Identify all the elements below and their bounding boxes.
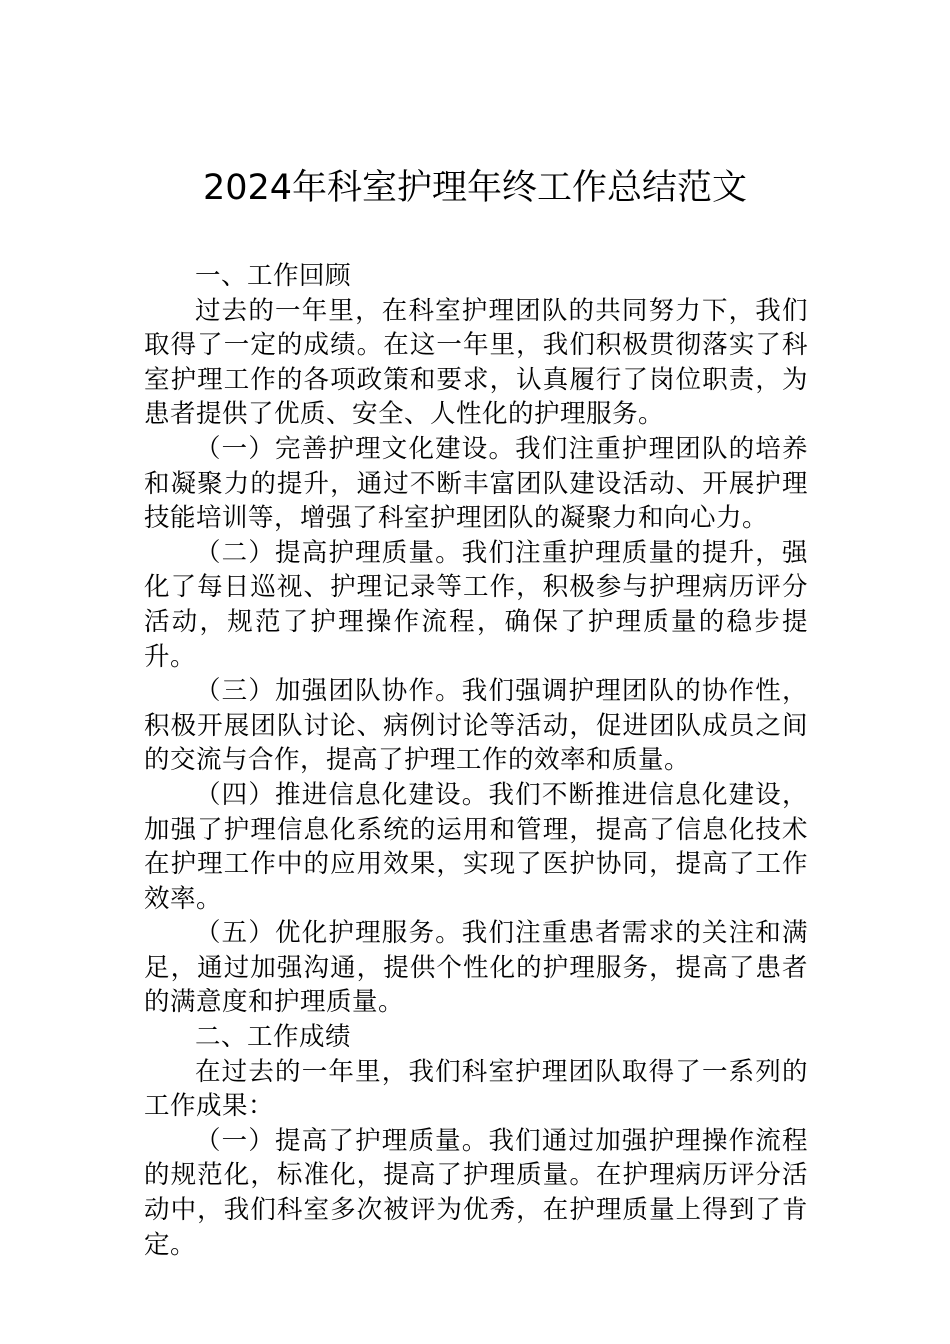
document-title: 2024年科室护理年终工作总结范文 — [202, 168, 748, 208]
paragraph-item-3: （三）加强团队协作。我们强调护理团队的协作性，积极开展团队讨论、病例讨论等活动，促进团队成员之间的交流与合作，提高了护理工作的效率和质量。 — [144, 676, 808, 776]
paragraph-results-intro: 在过去的一年里，我们科室护理团队取得了一系列的工作成果： — [144, 1056, 808, 1122]
section-heading-work-results: 二、工作成绩 — [195, 1022, 352, 1053]
paragraph-item-1: （一）完善护理文化建设。我们注重护理团队的培养和凝聚力的提升，通过不断丰富团队建设活动、开展护理技能培训等，增强了科室护理团队的凝聚力和向心力。 — [144, 433, 808, 534]
paragraph-item-4: （四）推进信息化建设。我们不断推进信息化建设，加强了护理信息化系统的运用和管理，提高了信息化技术在护理工作中的应用效果，实现了医护协同，提高了工作效率。 — [144, 779, 808, 914]
paragraph-item-5: （五）优化护理服务。我们注重患者需求的关注和满足，通过加强沟通，提供个性化的护理服务，提高了患者的满意度和护理质量。 — [144, 918, 808, 1018]
paragraph-intro: 过去的一年里，在科室护理团队的共同努力下，我们取得了一定的成绩。在这一年里，我们积极贯彻落实了科室护理工作的各项政策和要求，认真履行了岗位职责，为患者提供了优质、安全、人性化的护理服务。 — [144, 295, 808, 430]
section-heading-work-review: 一、工作回顾 — [195, 261, 352, 291]
document-body — [144, 259, 808, 1262]
paragraph-result-1: （一）提高了护理质量。我们通过加强护理操作流程的规范化，标准化，提高了护理质量。在护理病历评分活动中，我们科室多次被评为优秀，在护理质量上得到了肯定。 — [144, 1125, 808, 1260]
paragraph-item-2: （二）提高护理质量。我们注重护理质量的提升，强化了每日巡视、护理记录等工作，积极参与护理病历评分活动，规范了护理操作流程，确保了护理质量的稳步提升。 — [144, 537, 808, 672]
